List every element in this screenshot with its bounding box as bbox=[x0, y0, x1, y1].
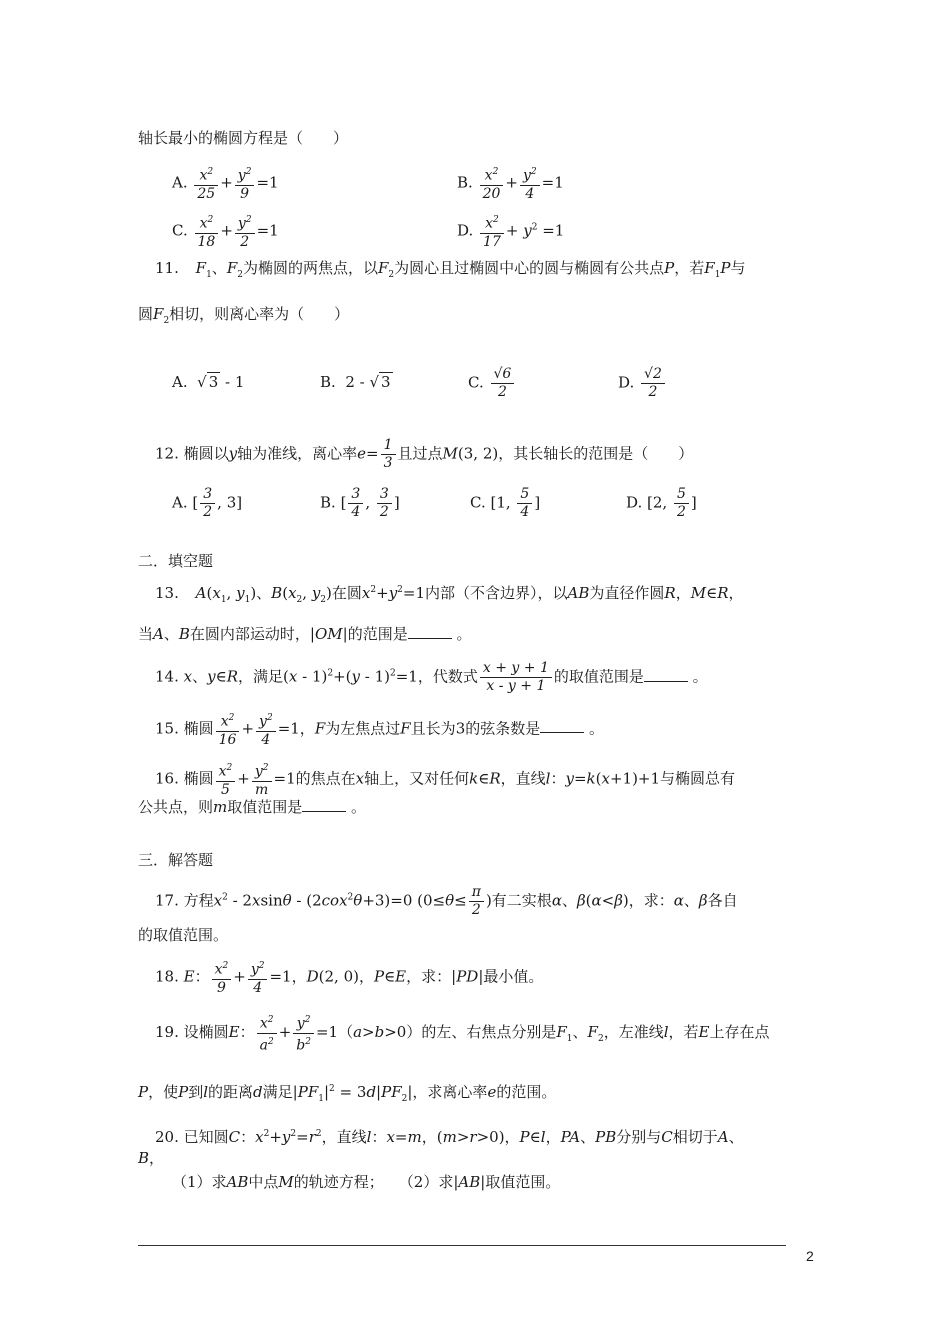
question-12: 12. 椭圆以y轴为准线，离心率e= $\frac{1}{3}$ 且过点M(3, 2)，其长轴长的范围是（ ） bbox=[155, 437, 694, 471]
question-14: 14. x、y∈R，满足(x - 1)$^2$+(y - 1)$^2$=1，代数式 $\frac{x + y + 1}{x - y + 1}$ 的取值范围是 。 bbox=[155, 660, 708, 694]
question-19: 19. 设椭圆E： $\frac{x^2}{a^2}$ + $\frac{y^2}{b^2}$ =1（a>b>0）的左、右焦点分别是$F_1$、$F_2$，左准线l，若E上存在点 bbox=[155, 1012, 770, 1054]
option-d: D. $\frac{x^2}{17}$ + $y^2 =1$ bbox=[457, 212, 564, 251]
option-c: C. [1, $\frac{5}{4}$ ] bbox=[470, 486, 541, 520]
footer-rule bbox=[138, 1245, 786, 1246]
question-19-cont: P，使P到l的距离d满足$|PF_1|^2 = 3d|PF_2|$，求离心率e的范围。 bbox=[138, 1083, 557, 1104]
question-16-cont: 公共点，则m取值范围是 。 bbox=[138, 798, 367, 816]
question-13: 13. $A(x_1$, $y_1$)、$B(x_2$, $y_2$)在圆$x^2+y^2=1$内部（不含边界），以AB为直径作圆R，M∈R， bbox=[155, 584, 744, 605]
question-20-parts: （1）求AB中点M的轨迹方程； （2）求|AB|取值范围。 bbox=[172, 1173, 561, 1191]
page-number: 2 bbox=[806, 1248, 814, 1264]
section-heading: 二．填空题 bbox=[138, 552, 214, 570]
question-20: 20. 已知圆C：$x^2+y^2=r^2$，直线l：x=m，(m>r>0)，P∈l，PA、PB分别与C相切于A、 bbox=[155, 1128, 744, 1146]
question-17: 17. 方程$x^2 - 2xsin\theta - (2cox^2\theta+3)=0$ (0≤θ≤ $\frac{\pi}{2}$ )有二实根α、β(α<β)，求：α、β各自 bbox=[155, 884, 738, 918]
option-b: B. [ $\frac{3}{4}$ , $\frac{3}{2}$ ] bbox=[320, 486, 400, 520]
option-c: C. $\frac{x^2}{18}$ + $\frac{y^2}{2}$ =1 bbox=[172, 212, 279, 251]
question-15: 15. 椭圆 $\frac{x^2}{16}$ + $\frac{y^2}{4}$ =1，F为左焦点过F且长为3的弦条数是 。 bbox=[155, 710, 604, 749]
option-d: D. [2, $\frac{5}{2}$ ] bbox=[626, 486, 697, 520]
text-line: 轴长最小的椭圆方程是（ ） bbox=[138, 129, 349, 147]
question-11: 11. $F_1$、$F_2$为椭圆的两焦点，以$F_2$为圆心且过椭圆中心的圆与椭圆有公共点P，若$F_1P$与 bbox=[155, 259, 746, 280]
question-16: 16. 椭圆 $\frac{x^2}{5}$ + $\frac{y^2}{m}$ =1的焦点在x轴上，又对任何k∈R，直线l：y=k(x+1)+1与椭圆总有 bbox=[155, 760, 735, 799]
option-c: C. $\frac{√6}{2}$ bbox=[468, 366, 516, 401]
option-d: D. $\frac{√2}{2}$ bbox=[618, 366, 667, 401]
question-18: 18. E： $\frac{x^2}{9}$ + $\frac{y^2}{4}$ =1，D(2, 0)，P∈E，求：|PD|最小值。 bbox=[155, 958, 543, 997]
question-20-cont: B， bbox=[138, 1149, 165, 1167]
option-b: B. $\frac{x^2}{20}$ + $\frac{y^2}{4}$ =1 bbox=[457, 164, 564, 203]
option-a: A. √ 3 - 1 bbox=[172, 373, 245, 391]
question-17-cont: 的取值范围。 bbox=[138, 926, 229, 944]
section-heading: 三．解答题 bbox=[138, 851, 214, 869]
option-a: A. [ $\frac{3}{2}$ , 3] bbox=[172, 486, 243, 520]
question-13-cont: 当A、B在圆内部运动时，|OM|的范围是 。 bbox=[138, 625, 472, 643]
option-a: A. $\frac{x^2}{25}$ + $\frac{y^2}{9}$ =1 bbox=[172, 164, 279, 203]
question-11-cont: 圆$F_2$相切，则离心率为（ ） bbox=[138, 305, 350, 326]
option-b: B. 2 - √ 3 bbox=[320, 373, 391, 391]
